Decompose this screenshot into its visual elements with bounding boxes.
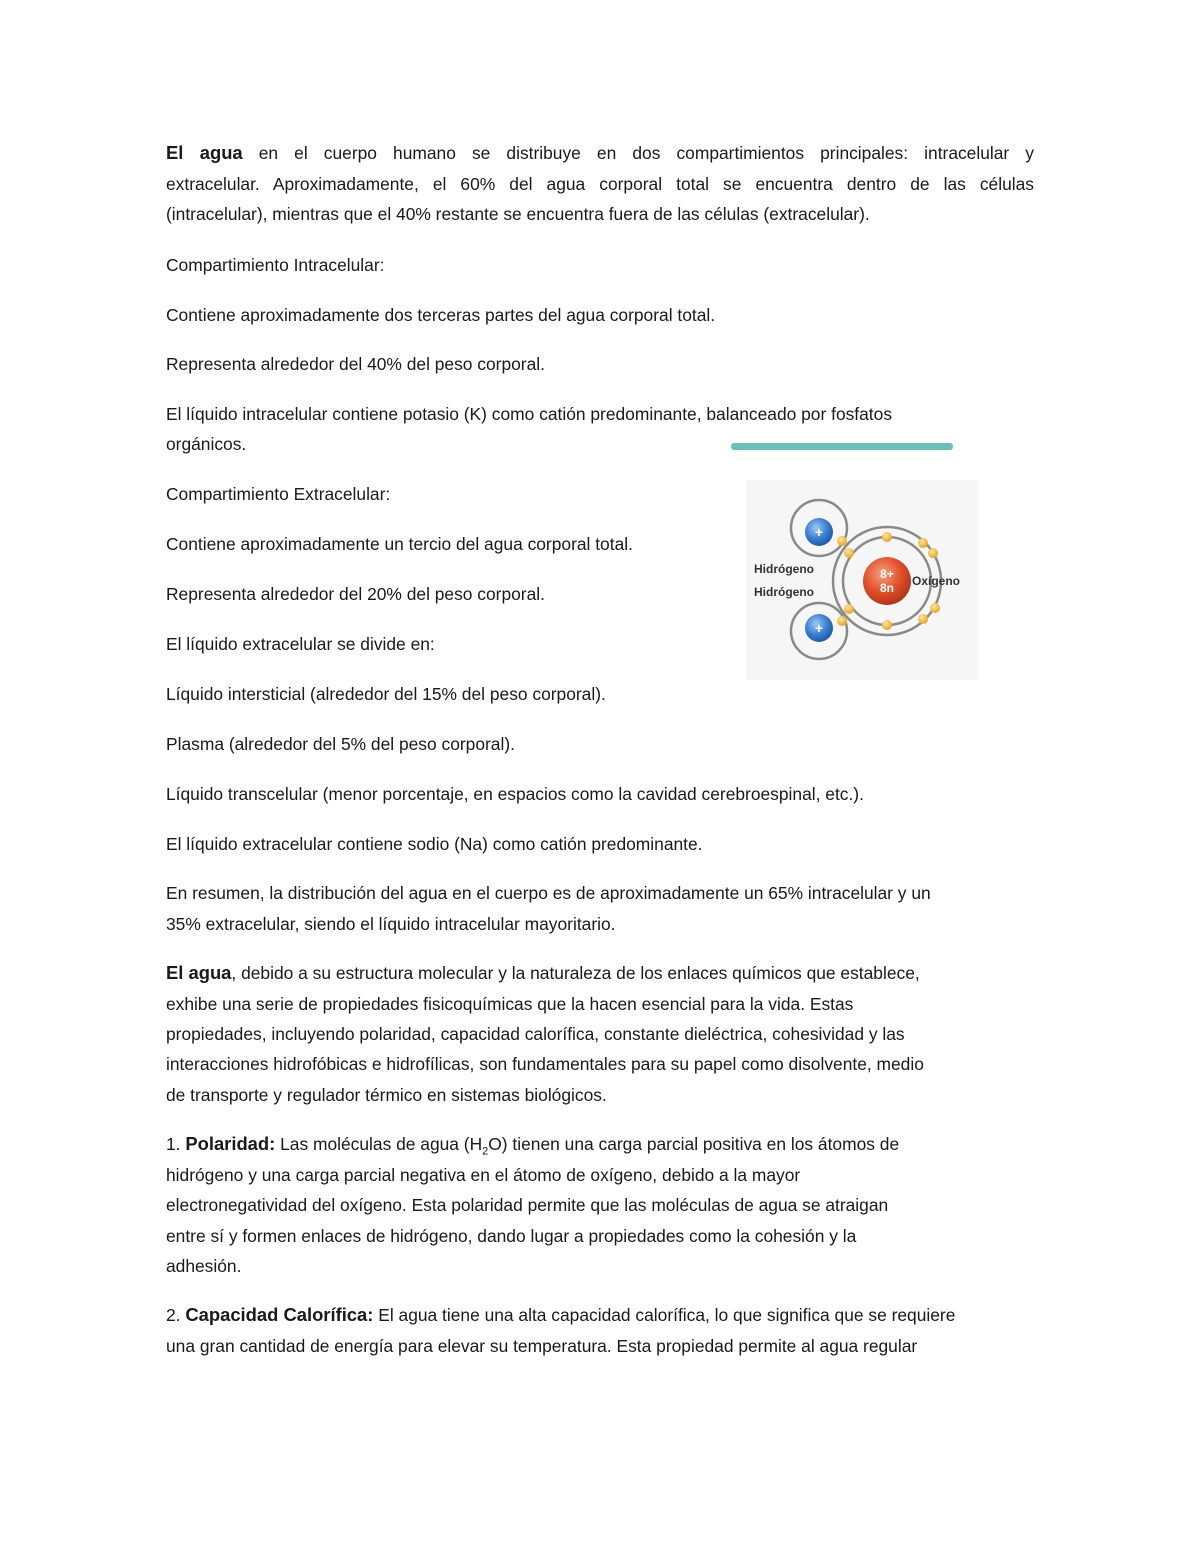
paragraph-line: orgánicos. (166, 434, 247, 454)
paragraph-line (166, 142, 1034, 164)
text-span: , debido a su estructura molecular y la naturaleza de los enlaces químicos que establece, (231, 963, 920, 983)
electron (930, 603, 940, 613)
text-span: Las moléculas de agua (H (275, 1134, 483, 1154)
electron (928, 548, 938, 558)
bold-term: Capacidad Calorífica: (185, 1304, 374, 1325)
paragraph-line: Líquido intersticial (alrededor del 15% del peso corporal). (166, 684, 606, 704)
paragraph-line: (intracelular), mientras que el 40% restante se encuentra fuera de las células (extracelular). (166, 204, 870, 224)
paragraph-line: de transporte y regulador térmico en sistemas biológicos. (166, 1085, 607, 1105)
paragraph-line: adhesión. (166, 1256, 242, 1276)
section-heading-intracelular: Compartimiento Intracelular: (166, 255, 385, 275)
text-span: O) tienen una carga parcial positiva en los átomos de (488, 1134, 900, 1154)
text-span: El agua tiene una alta capacidad calorífica, lo que significa que se requiere (373, 1305, 956, 1325)
subscript: 2 (482, 1145, 489, 1158)
electron (882, 620, 892, 630)
list-number: 1. (166, 1134, 186, 1154)
paragraph-line: Líquido transcelular (menor porcentaje, en espacios como la cavidad cerebroespinal, etc.). (166, 784, 864, 804)
paragraph-line: En resumen, la distribución del agua en el cuerpo es de aproximadamente un 65% intracelular y un (166, 883, 931, 903)
label-hydrogen-1: Hidrógeno (754, 562, 814, 576)
paragraph-line: El líquido intracelular contiene potasio (K) como catión predominante, balanceado por fosfatos (166, 404, 893, 424)
paragraph-line: Representa alrededor del 20% del peso corporal. (166, 584, 545, 604)
paragraph-line: propiedades, incluyendo polaridad, capacidad calorífica, constante dieléctrica, cohesividad y las (166, 1024, 905, 1044)
paragraph-line: electronegatividad del oxígeno. Esta polaridad permite que las moléculas de agua se atraigan (166, 1195, 889, 1215)
text-span: en el cuerpo humano se distribuye en dos compartimientos principales: intracelular y (242, 143, 1034, 163)
paragraph-line: Representa alrededor del 40% del peso corporal. (166, 354, 545, 374)
paragraph-line: entre sí y formen enlaces de hidrógeno, dando lugar a propiedades como la cohesión y la (166, 1226, 857, 1246)
list-number: 2. (166, 1305, 186, 1325)
electron (918, 614, 928, 624)
paragraph-line: El líquido extracelular contiene sodio (Na) como catión predominante. (166, 834, 703, 854)
section-heading-extracelular: Compartimiento Extracelular: (166, 484, 391, 504)
label-hydrogen-2: Hidrógeno (754, 585, 814, 599)
hydrogen-plus-bottom: + (814, 620, 824, 636)
electron (837, 616, 847, 626)
label-oxygen: Oxígeno (912, 574, 961, 588)
hydrogen-plus-top: + (814, 524, 824, 540)
paragraph-line: exhibe una serie de propiedades fisicoquímicas que la hacen esencial para la vida. Estas (166, 994, 854, 1014)
paragraph-line: hidrógeno y una carga parcial negativa en el átomo de oxígeno, debido a la mayor (166, 1165, 801, 1185)
bold-term: El agua (166, 142, 243, 163)
paragraph-line: interacciones hidrofóbicas e hidrofílicas, son fundamentales para su papel como disolvente, medio (166, 1054, 924, 1074)
nucleus-neutrons: 8n (879, 581, 895, 595)
paragraph-line: una gran cantidad de energía para elevar su temperatura. Esta propiedad permite al agua regular (166, 1336, 918, 1356)
electron (844, 604, 854, 614)
paragraph-line: El líquido extracelular se divide en: (166, 634, 435, 654)
electron (837, 536, 847, 546)
paragraph-line (166, 1133, 899, 1162)
electron (882, 532, 892, 542)
paragraph-line: Contiene aproximadamente dos terceras partes del agua corporal total. (166, 305, 716, 325)
paragraph-line: Contiene aproximadamente un tercio del agua corporal total. (166, 534, 633, 554)
water-molecule-figure (746, 480, 978, 680)
paragraph-line: 35% extracelular, siendo el líquido intracelular mayoritario. (166, 914, 616, 934)
electron (844, 548, 854, 558)
nucleus-protons: 8+ (880, 567, 894, 581)
paragraph-line: extracelular. Aproximadamente, el 60% del agua corporal total se encuentra dentro de las células (166, 174, 1034, 194)
paragraph-line (166, 962, 920, 984)
accent-bar (731, 443, 953, 450)
paragraph-line: Plasma (alrededor del 5% del peso corporal). (166, 734, 515, 754)
bold-term: El agua (166, 962, 232, 983)
bold-term: Polaridad: (185, 1133, 276, 1154)
paragraph-line (166, 1304, 955, 1326)
water-molecule-diagram (746, 480, 978, 680)
electron (918, 538, 928, 548)
